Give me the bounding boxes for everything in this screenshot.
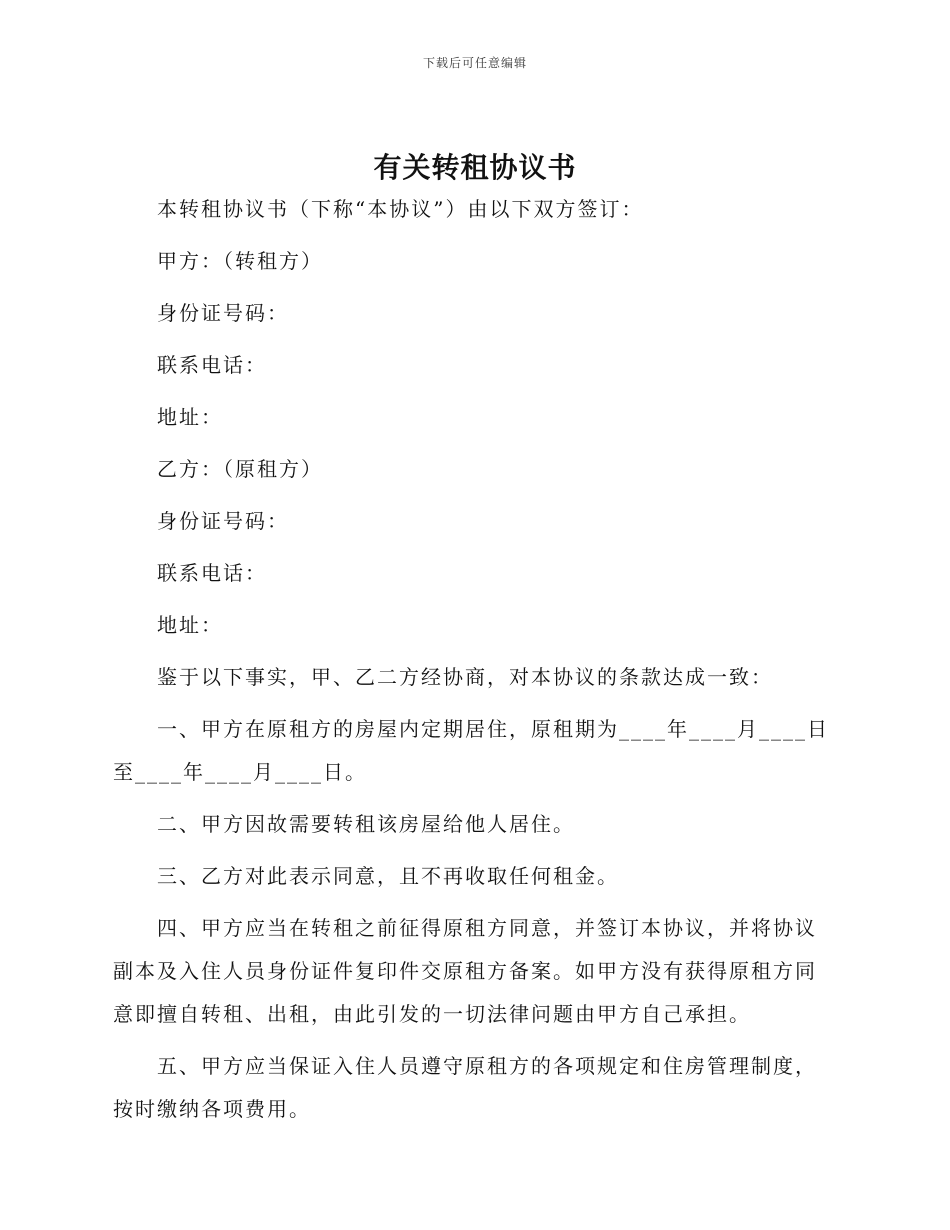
clause-2: 二、甲方因故需要转租该房屋给他人居住。 (157, 812, 575, 836)
clause-5: 五、甲方应当保证入住人员遵守原租方的各项规定和住房管理制度，按时缴纳各项费用。 (113, 1054, 817, 1121)
header-note: 下载后可任意编辑 (422, 56, 527, 70)
party-a-label: 甲方：（转租方） (157, 249, 323, 273)
recital-paragraph: 鉴于以下事实，甲、乙二方经协商，对本协议的条款达成一致： (157, 665, 773, 689)
party-b-label: 乙方：（原租方） (157, 457, 323, 481)
party-a-id-field: 身份证号码： (157, 301, 289, 325)
party-b-phone-field: 联系电话： (157, 561, 267, 585)
party-a-address-field: 地址： (157, 405, 223, 429)
party-b-id-field: 身份证号码： (157, 509, 289, 533)
party-b-address-field: 地址： (157, 613, 223, 637)
document-body (113, 188, 833, 1140)
clause-4: 四、甲方应当在转租之前征得原租方同意，并签订本协议，并将协议副本及入住人员身份证件复印件交原租方备案。如甲方没有获得原租方同意即擅自转租、出租，由此引发的一切法律问题由甲方自己承担。 (113, 916, 817, 1026)
document-title: 有关转租协议书 (373, 151, 577, 184)
clause-1: 一、甲方在原租方的房屋内定期居住，原租期为____年____月____日至____年____月____日。 (113, 717, 829, 784)
party-a-phone-field: 联系电话： (157, 353, 267, 377)
clause-3: 三、乙方对此表示同意，且不再收取任何租金。 (157, 864, 619, 888)
intro-paragraph: 本转租协议书（下称“本协议”）由以下双方签订： (157, 197, 644, 221)
